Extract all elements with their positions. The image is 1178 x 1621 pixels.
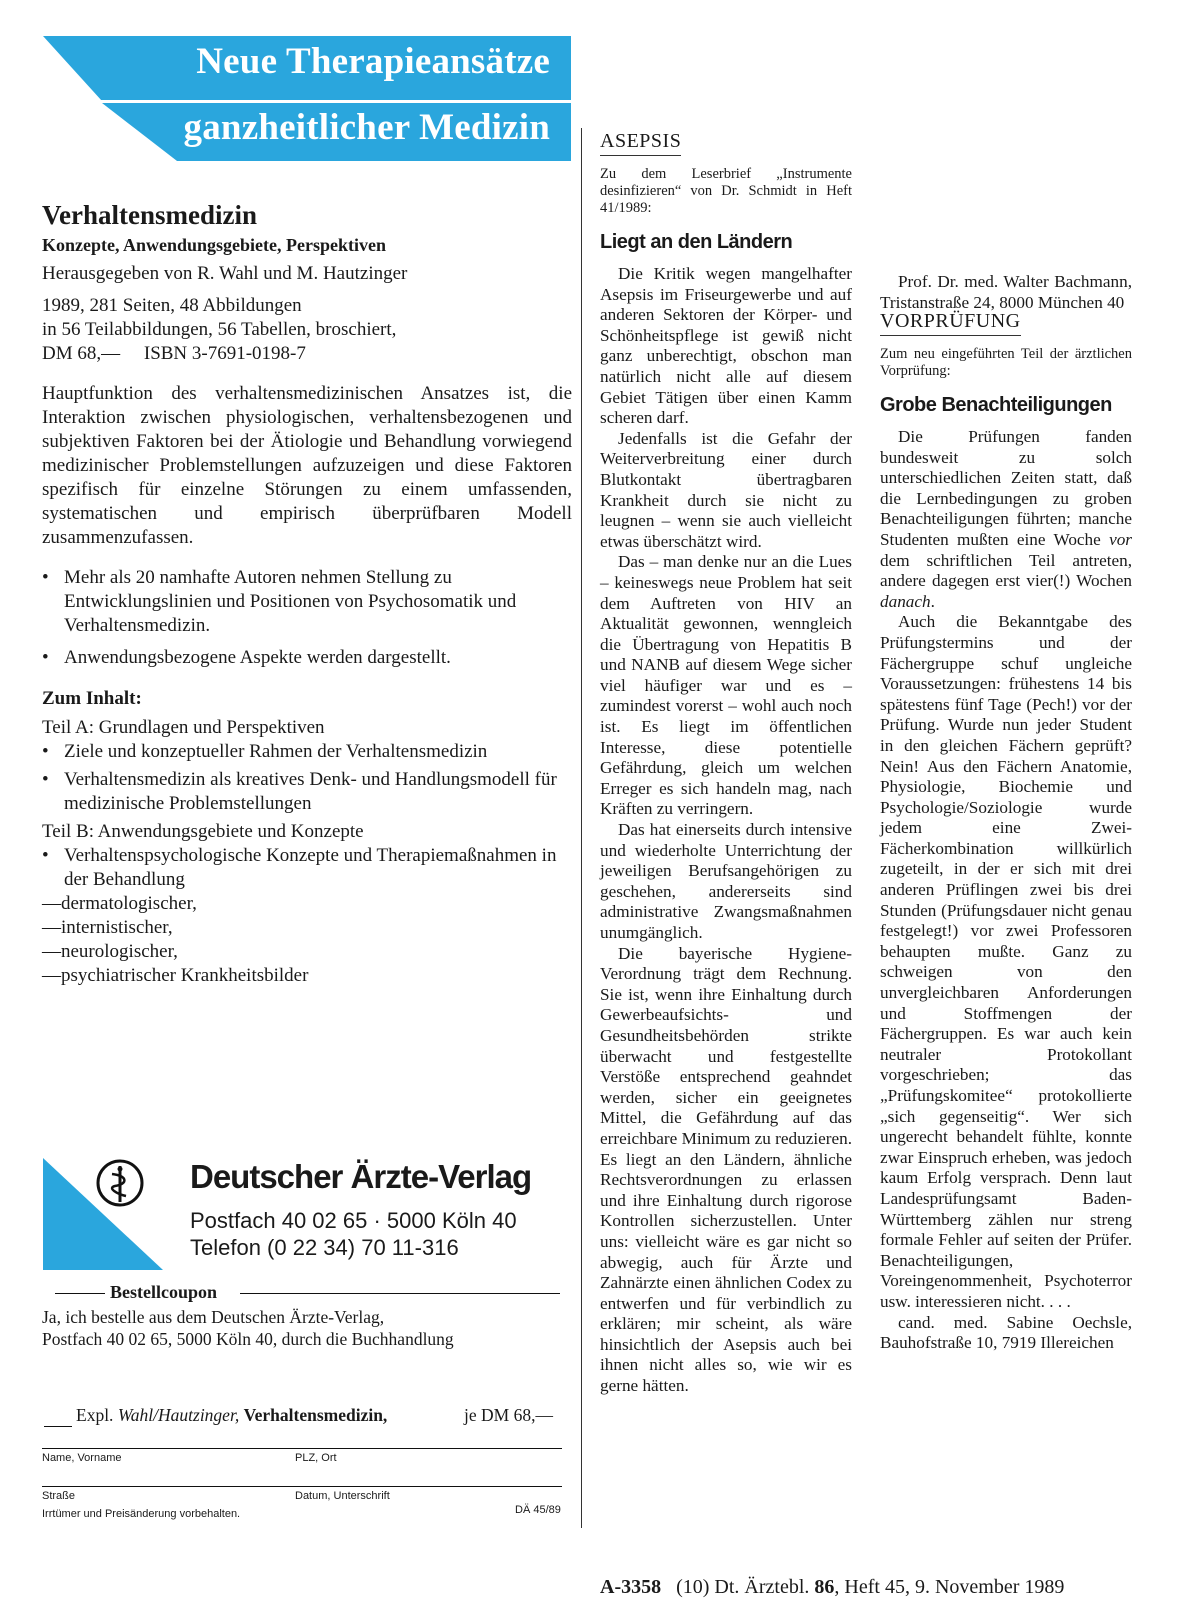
part-a-item-1: • Ziele und konzeptueller Rahmen der Verhaltensmedizin — [42, 740, 572, 764]
publisher-phone: Telefon (0 22 34) 70 11-316 — [190, 1235, 459, 1260]
banner-line2: ganzheitlicher Medizin — [183, 107, 550, 148]
book-editors: Herausgegeben von R. Wahl und M. Hautzinger — [42, 263, 408, 284]
book-meta-1: 1989, 281 Seiten, 48 Abbildungen — [42, 295, 302, 316]
part-a: Teil A: Grundlagen und Perspektiven — [42, 717, 325, 738]
book-meta-3: DM 68,— ISBN 3-7691-0198-7 — [42, 343, 306, 364]
dash-item-1: —dermatologischer, — [42, 893, 197, 914]
section-vorpruefung: VORPRÜFUNG — [880, 310, 1021, 336]
publisher-name: Deutscher Ärzte-Verlag — [190, 1158, 532, 1195]
coupon-disclaimer: Irrtümer und Preisänderung vorbehalten. — [42, 1508, 241, 1520]
footer-journal: (10) Dt. Ärztebl. — [676, 1576, 815, 1598]
coupon-rule-left — [55, 1293, 105, 1294]
field-street-label: Straße — [42, 1490, 76, 1502]
vorpruefung-p2: Auch die Bekanntgabe des Prüfungstermins und der Fächergruppe schuf ungleiche Voraussetzungen: frühestens 14 bis spätestens fünf Tage (Pech!) vor der Prüfung. Wurde nun jeder Student in den gleichen Fächern geprüft? Nein! Aus den Fächern Anatomie, Physiologie, Biochemie und Psychologie/Soziologie wurde jedem eine Zwei-Fächerkombination willkürlich zugeteilt, in der er sich mit drei anderen Prüflingen zwei bis drei Stunden (Prüfungsdauer nicht genau festgelegt!) vor zwei Professoren behaupten mußte. Ganz zu schweigen von den unvergleichbaren Anforderungen und Stoffmengen der Fächergruppen. Es war auch kein neutraler Protokollant vorgeschrieben; das „Prüfungskomitee“ protokollierte „sich gegenseitig“. Wer sich ungerecht behandelt fühlte, konnte zwar Einspruch erheben, was jedoch kaum Erfolg versprach. Denn laut Landesprüfungsamt Baden-Württemberg zählen nur streng formale Fehler auf seiten der Prüfer. Benachteiligungen, Voreingenommenheit, Psychoterror usw. interessieren nicht. . . . — [880, 612, 1132, 1311]
field-plz-label: PLZ, Ort — [295, 1452, 337, 1464]
coupon-text-1: Ja, ich bestelle aus dem Deutschen Ärzte-Verlag, — [42, 1307, 385, 1327]
asepsis-p5: Die bayerische Hygiene-Verordnung trägt dem Rechnung. Sie ist, wenn ihre Einhaltung durch Gewerbeaufsichts- und Gesundheitsbehörden strikte überwacht und festgestellte Verstöße entsprechend geahndet werden, sicher ein geeignetes Mittel, die Gefährdung auf das erreichbare Minimum zu reduzieren. Es liegt an den Ländern, ähnliche Rechtsverordnungen zu erlassen und ihre Einhaltung durch rigorose Kontrollen sicherzustellen. Unter uns: vielleicht wäre es gar nicht so abwegig, auch für Ärzte und Zahnärzte einen ähnlichen Codex zu entwerfen und für verbindlich zu erklären; mir scheint, als wäre hinsichtlich der Asepsis auch bei ihnen nicht alles so, wie wir es gerne hätten. — [600, 943, 852, 1396]
asepsis-p2: Jedenfalls ist die Gefahr der Weiterverbreitung einer durch Blutkontakt übertragbaren Krankheit durch sie nicht zu leugnen – wenn sie auch vielleicht etwas überschätzt wird. — [600, 428, 852, 551]
order-price: je DM 68,— — [464, 1405, 553, 1425]
quantity-blank[interactable] — [44, 1405, 72, 1427]
vorpruefung-headline: Grobe Benachteiligungen — [880, 394, 1112, 416]
book-title: Verhaltensmedizin — [42, 200, 257, 230]
field-name-label: Name, Vorname — [42, 1452, 122, 1464]
asepsis-p1: Die Kritik wegen mangelhafter Asepsis im Friseurgewerbe und auf anderen Sektoren der Körper- und Schönheitspflege ist gewiß nicht ganz unberechtigt, obschon man natürlich nicht alle auf diesem Gebiet Tätigen über einen Kamm scheren darf. — [600, 264, 852, 428]
order-title: Verhaltensmedizin, — [243, 1405, 388, 1425]
order-authors: Wahl/Hautzinger, — [117, 1405, 240, 1425]
vorpruefung-intro: Zum neu eingeführten Teil der ärztlichen Vorprüfung: — [880, 346, 1132, 379]
coupon-text-2: Postfach 40 02 65, 5000 Köln 40, durch die Buchhandlung — [42, 1329, 454, 1349]
section-asepsis: ASEPSIS — [600, 130, 681, 156]
book-advert — [42, 200, 572, 988]
footer-issue: , Heft 45, 9. November 1989 — [834, 1576, 1065, 1598]
aesculapius-logo-icon — [95, 1158, 145, 1213]
letter-vorpruefung — [880, 310, 1132, 1354]
contents-heading: Zum Inhalt: — [42, 688, 142, 709]
part-b-item-1: • Verhaltenspsychologische Konzepte und Therapiemaßnahmen in der Behandlung — [42, 844, 572, 892]
page-footer — [600, 1576, 1064, 1599]
asepsis-intro: Zu dem Leserbrief „Instrumente desinfizieren“ von Dr. Schmidt in Heft 41/1989: — [600, 166, 852, 216]
order-prefix: Expl. — [76, 1405, 114, 1425]
footer-volume: 86 — [814, 1576, 835, 1598]
dash-item-4: —psychiatrischer Krankheitsbilder — [42, 965, 309, 986]
letter-asepsis — [600, 130, 852, 1397]
book-bullet-2: • Anwendungsbezogene Aspekte werden dargestellt. — [42, 646, 572, 670]
vorpruefung-body — [880, 427, 1132, 1354]
coupon-heading: Bestellcoupon — [110, 1282, 218, 1302]
coupon-line-name[interactable] — [42, 1448, 562, 1449]
book-description: Hauptfunktion des verhaltensmedizinischen Ansatzes ist, die Interaktion zwischen physiologischen, verhaltensbezogenen und subjektiven Faktoren bei der Ätiologie und Behandlung vorwiegend medizinischer Problemstellungen aufzuzeigen und diese Faktoren spezifisch für einzelne Störungen zu einem umfassenden, systematischen und empirisch überprüfbaren Modell zusammenzufassen. — [42, 383, 572, 548]
column-divider — [581, 128, 582, 1528]
vorpruefung-signature: cand. med. Sabine Oechsle, Bauhofstraße 10, 7919 Illereichen — [880, 1312, 1132, 1353]
book-bullet-1: • Mehr als 20 namhafte Autoren nehmen Stellung zu Entwicklungslinien und Positionen von Psychosomatik und Verhaltensmedizin. — [42, 566, 572, 638]
field-date-label: Datum, Unterschrift — [295, 1490, 390, 1502]
asepsis-signature-block — [880, 272, 1132, 313]
asepsis-signature — [880, 272, 1132, 313]
vorpruefung-p1: Die Prüfungen fanden bundesweit zu solch unterschiedlichen Zeiten statt, daß die Lernbedingungen zu groben Benachteiligungen führten; manche Studenten mußten eine Woche vor dem schriftlichen Teil antreten, andere dagegen erst vier(!) Wochen danach. — [880, 427, 1132, 611]
asepsis-p3: Das – man denke nur an die Lues – keineswegs neue Problem hat seit dem Auftreten von HIV an Aktualität gewonnen, wenngleich die Übertragung von Hepatitis B und NANB auf diesem Wege sicher viel häufiger war und es – zumindest vorerst – wohl auch noch ist. Es liegt im öffentlichen Interesse, diese potentielle Gefährdung, gleich um welchen Erreger es sich handeln mag, nach Kräften zu verringern. — [600, 552, 852, 819]
asepsis-body — [600, 264, 852, 1397]
coupon-rule-right — [240, 1293, 560, 1294]
banner-line1: Neue Therapieansätze — [196, 41, 550, 82]
asepsis-headline: Liegt an den Ländern — [600, 231, 793, 253]
asepsis-signature-text: Prof. Dr. med. Walter Bachmann, Tristanstraße 24, 8000 München 40 — [880, 272, 1132, 312]
book-meta-2: in 56 Teilabbildungen, 56 Tabellen, broschiert, — [42, 319, 397, 340]
coupon-line-street[interactable] — [42, 1486, 562, 1487]
asepsis-p4: Das hat einerseits durch intensive und wiederholte Unterrichtung der jeweiligen Berufsangehörigen zu geschehen, andererseits sind administrative Zwangsmaßnahmen unumgänglich. — [600, 820, 852, 942]
order-line[interactable] — [44, 1405, 574, 1427]
dash-item-2: —internistischer, — [42, 917, 173, 938]
dash-item-3: —neurologischer, — [42, 941, 178, 962]
part-b: Teil B: Anwendungsgebiete und Konzepte — [42, 821, 364, 842]
book-subtitle: Konzepte, Anwendungsgebiete, Perspektiven — [42, 235, 386, 255]
part-a-item-2: • Verhaltensmedizin als kreatives Denk- und Handlungsmodell für medizinische Problemstellungen — [42, 768, 572, 816]
coupon-code: DÄ 45/89 — [515, 1504, 561, 1516]
page-number: A-3358 — [600, 1576, 662, 1598]
publisher-address: Postfach 40 02 65 · 5000 Köln 40 — [190, 1208, 517, 1233]
